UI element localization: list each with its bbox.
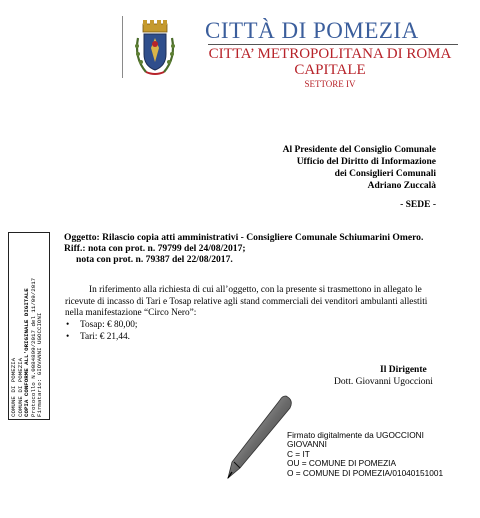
reference-line: Riff.: nota con prot. n. 79799 del 24/08/2017; (64, 243, 246, 254)
sector-label: SETTORE IV (304, 79, 356, 89)
header-divider (122, 16, 123, 78)
protocol-stamp (8, 232, 50, 420)
subject-line: Oggetto: Rilascio copia atti amministrativi - Consigliere Comunale Schiumarini Omero. (64, 232, 424, 243)
signature-line: C = IT (287, 448, 310, 459)
pen-icon (220, 392, 295, 482)
addressee-line: dei Consiglieri Comunali (334, 169, 436, 179)
digital-signature-block (287, 431, 443, 478)
signature-line: Firmato digitalmente da UGOCCIONI (287, 430, 424, 440)
signature-line: O = COMUNE DI POMEZIA/01040151001 (287, 467, 444, 478)
city-title: CITTÀ DI POMEZIA (205, 18, 419, 43)
list-item: • Tosap: € 80,00; (66, 320, 137, 332)
municipal-crest-icon (132, 18, 178, 78)
addressee-name: Adriano Zuccalà (367, 181, 436, 191)
payment-list (66, 320, 137, 343)
signature-line: OU = COMUNE DI POMEZIA (287, 458, 397, 469)
metro-subtitle: CITTA’ METROPOLITANA DI ROMA (208, 46, 452, 62)
sede-label: - SEDE - (400, 200, 436, 210)
capitale-subtitle: CAPITALE (294, 62, 366, 78)
addressee-block (283, 144, 436, 192)
signature-line: GIOVANNI (287, 439, 327, 450)
stamp-line: Firmatario: GIOVANNI UGOCCIONI (36, 312, 43, 417)
signatory-name: Dott. Giovanni Ugoccioni (334, 377, 433, 387)
signatory-title: Il Dirigente (380, 365, 427, 375)
addressee-line: Ufficio del Diritto di Informazione (296, 157, 436, 167)
list-item: • Tari: € 21,44. (66, 332, 137, 344)
stamp-line: COMUNE DI POMEZIA (10, 357, 17, 417)
addressee-line: Al Presidente del Consiglio Comunale (282, 145, 436, 155)
stamp-line: Protocollo N.0084899/2017 del 11/09/2017 (29, 277, 37, 417)
title-rule (208, 44, 458, 45)
body-paragraph: In riferimento alla richiesta di cui all’oggetto, con la presente si trasmettono in allegato le ricevute di incasso di Tari e Tosap relative agli stand commerciali dei venditori ambulanti allestiti nella manifestazione “Circo Nero”: (65, 285, 428, 318)
reference-line: nota con prot. n. 79387 del 22/08/2017. (76, 254, 233, 265)
stamp-line: COPIA CONFORME ALL'ORIGINALE DIGITALE (23, 288, 30, 417)
stamp-line: COMUNE DI POMEZIA (16, 357, 24, 417)
